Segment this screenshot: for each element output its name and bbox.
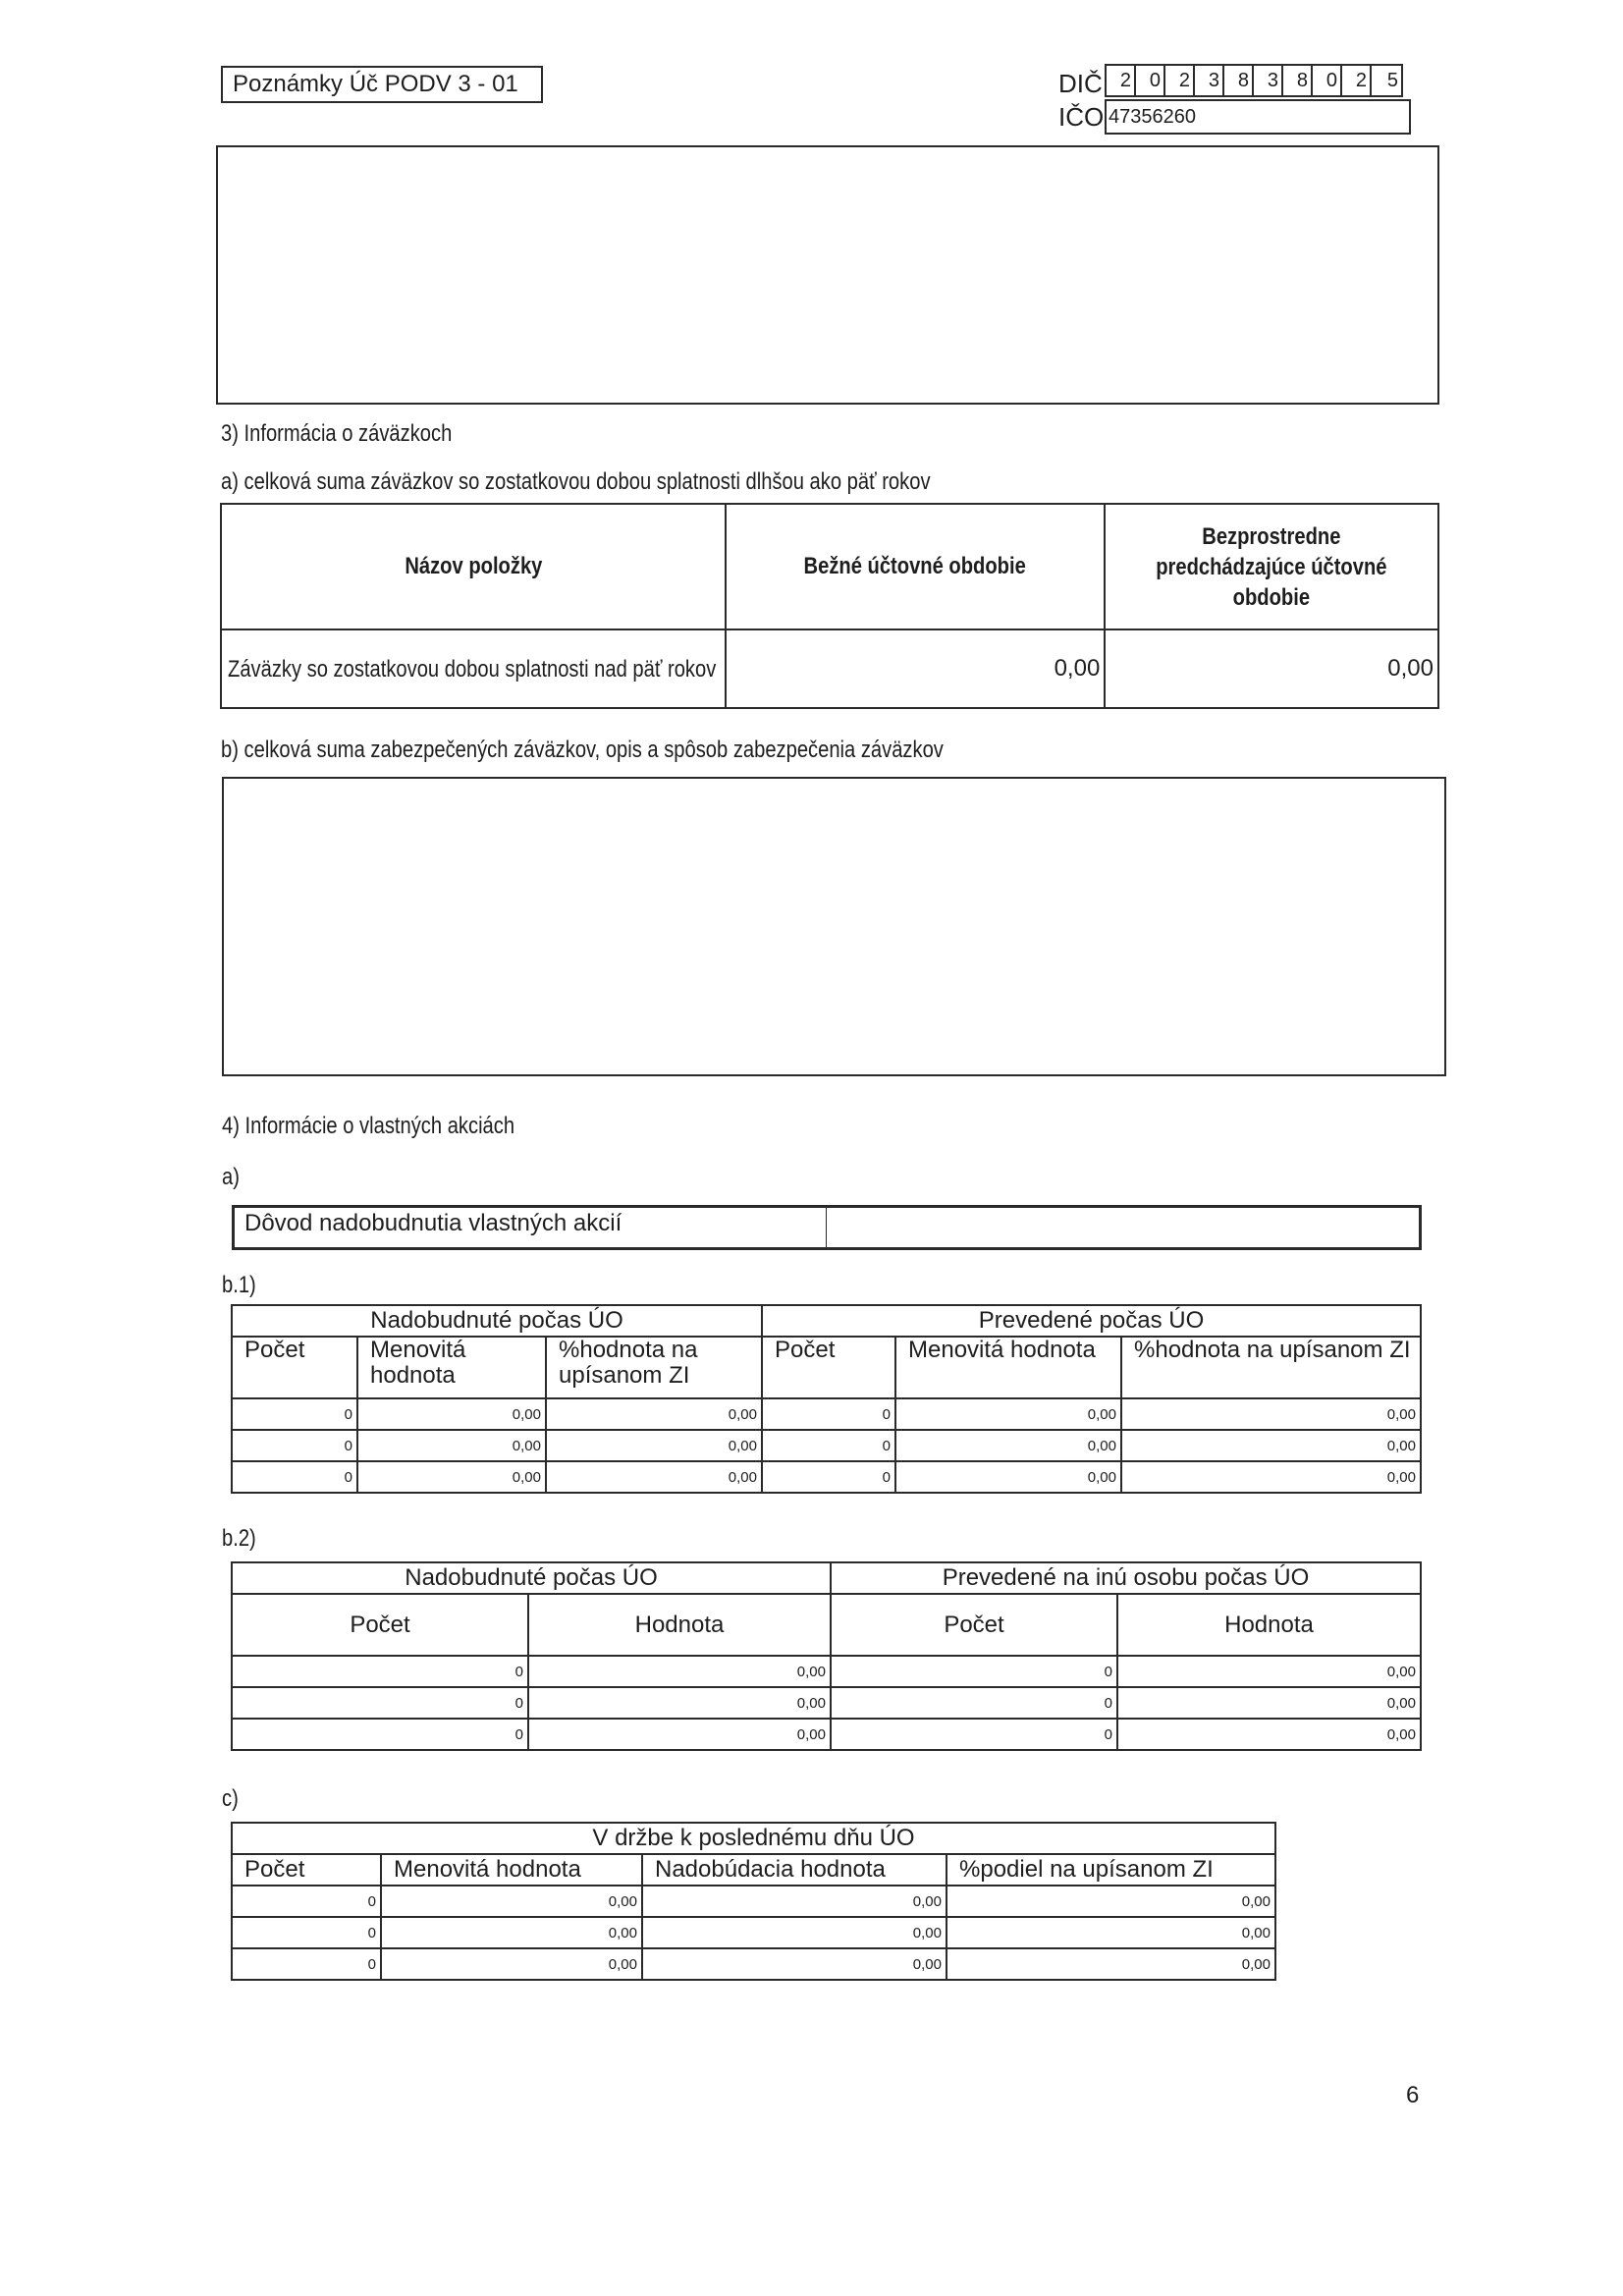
secured-liabilities-text-box bbox=[222, 777, 1446, 1076]
cell: 0 bbox=[762, 1398, 895, 1430]
dic-digit: 2 bbox=[1342, 66, 1372, 95]
table-row bbox=[232, 1430, 1421, 1461]
col-pct-share: %podiel na upísanom ZI bbox=[947, 1854, 1275, 1886]
cell: 0 bbox=[831, 1687, 1117, 1719]
form-id: Poznámky Úč PODV 3 - 01 bbox=[233, 71, 518, 97]
cell: 0,00 bbox=[546, 1461, 762, 1493]
dic-digit: 3 bbox=[1254, 66, 1283, 95]
dic-label: DIČ bbox=[1058, 69, 1103, 98]
dic-digit: 0 bbox=[1136, 66, 1165, 95]
cell: 0 bbox=[831, 1656, 1117, 1687]
col-count: Počet bbox=[232, 1854, 381, 1886]
group-header-acquired: Nadobudnuté počas ÚO bbox=[232, 1305, 762, 1337]
table-row bbox=[221, 629, 1438, 708]
group-header-transferred-other: Prevedené na inú osobu počas ÚO bbox=[831, 1562, 1421, 1594]
dic-digit: 0 bbox=[1313, 66, 1342, 95]
cell: 0 bbox=[232, 1687, 528, 1719]
cell: 0 bbox=[762, 1461, 895, 1493]
cell: 0 bbox=[232, 1886, 381, 1917]
col-count: Počet bbox=[762, 1337, 895, 1398]
section4-title: 4) Informácie o vlastných akciách bbox=[222, 1113, 515, 1139]
table-row bbox=[232, 1719, 1421, 1750]
cell: 0 bbox=[232, 1656, 528, 1687]
section4a-label: a) bbox=[222, 1164, 240, 1190]
treasury-shares-b2-table bbox=[231, 1561, 1422, 1751]
ico-label: IČO bbox=[1058, 102, 1105, 132]
cell: 0,00 bbox=[1117, 1656, 1421, 1687]
cell: 0,00 bbox=[528, 1719, 831, 1750]
cell: 0,00 bbox=[1121, 1461, 1421, 1493]
cell: 0,00 bbox=[895, 1430, 1121, 1461]
cell: 0,00 bbox=[895, 1398, 1121, 1430]
cell: 0,00 bbox=[381, 1886, 642, 1917]
dic-digit: 5 bbox=[1386, 70, 1398, 91]
cell: 0 bbox=[232, 1430, 357, 1461]
dic-digit: 2 bbox=[1107, 66, 1136, 95]
cell: 0,00 bbox=[528, 1656, 831, 1687]
col-header-previous: Bezprostredne predchádzajúce účtovné obdobie bbox=[1105, 504, 1438, 629]
cell: 0,00 bbox=[381, 1948, 642, 1980]
cell: 0,00 bbox=[947, 1917, 1275, 1948]
cell: 0,00 bbox=[1121, 1398, 1421, 1430]
cell: 0,00 bbox=[546, 1430, 762, 1461]
form-id-box bbox=[221, 66, 543, 103]
section4b2-label: b.2) bbox=[222, 1525, 256, 1552]
ico-field: 47356260 bbox=[1105, 99, 1411, 135]
cell: 0 bbox=[232, 1948, 381, 1980]
cell: 0 bbox=[232, 1461, 357, 1493]
cell: 0,00 bbox=[642, 1917, 947, 1948]
group-header-held: V držbe k poslednému dňu ÚO bbox=[232, 1823, 1275, 1854]
section4b1-label: b.1) bbox=[222, 1272, 256, 1298]
col-nominal: Menovitá hodnota bbox=[895, 1337, 1121, 1398]
acquisition-reason-table bbox=[232, 1205, 1422, 1250]
cell: 0,00 bbox=[947, 1948, 1275, 1980]
acquisition-reason-label: Dôvod nadobudnutia vlastných akcií bbox=[234, 1207, 827, 1249]
cell: 0 bbox=[232, 1398, 357, 1430]
section4c-label: c) bbox=[222, 1785, 239, 1812]
group-header-acquired: Nadobudnuté počas ÚO bbox=[232, 1562, 831, 1594]
cell: 0 bbox=[232, 1917, 381, 1948]
table-row bbox=[232, 1398, 1421, 1430]
table-row bbox=[232, 1687, 1421, 1719]
dic-field bbox=[1105, 64, 1403, 97]
table-row bbox=[232, 1886, 1275, 1917]
row-name: Záväzky so zostatkovou dobou splatnosti nad päť rokov bbox=[221, 629, 726, 708]
col-acquisition: Nadobúdacia hodnota bbox=[642, 1854, 947, 1886]
cell: 0,00 bbox=[357, 1461, 546, 1493]
col-pct: %hodnota na upísanom ZI bbox=[1121, 1337, 1421, 1398]
col-value: Hodnota bbox=[528, 1594, 831, 1656]
col-header-name: Názov položky bbox=[221, 504, 726, 629]
cell: 0,00 bbox=[528, 1687, 831, 1719]
col-nominal: Menovitá hodnota bbox=[357, 1337, 546, 1398]
acquisition-reason-value bbox=[827, 1207, 1421, 1249]
cell: 0,00 bbox=[357, 1430, 546, 1461]
row-current: 0,00 bbox=[726, 629, 1105, 708]
cell: 0 bbox=[232, 1719, 528, 1750]
treasury-shares-b1-table bbox=[231, 1304, 1422, 1494]
col-nominal: Menovitá hodnota bbox=[381, 1854, 642, 1886]
dic-digit: 2 bbox=[1165, 66, 1195, 95]
col-count: Počet bbox=[831, 1594, 1117, 1656]
cell: 0,00 bbox=[895, 1461, 1121, 1493]
cell: 0,00 bbox=[1117, 1687, 1421, 1719]
cell: 0,00 bbox=[357, 1398, 546, 1430]
table-row bbox=[232, 1917, 1275, 1948]
cell: 0 bbox=[831, 1719, 1117, 1750]
row-previous: 0,00 bbox=[1105, 629, 1438, 708]
col-header-current: Bežné účtovné obdobie bbox=[726, 504, 1105, 629]
cell: 0,00 bbox=[642, 1948, 947, 1980]
notes-text-box bbox=[216, 145, 1439, 405]
cell: 0,00 bbox=[1121, 1430, 1421, 1461]
cell: 0,00 bbox=[381, 1917, 642, 1948]
cell: 0,00 bbox=[642, 1886, 947, 1917]
cell: 0 bbox=[762, 1430, 895, 1461]
table-row bbox=[232, 1656, 1421, 1687]
cell: 0,00 bbox=[1117, 1719, 1421, 1750]
table-row bbox=[232, 1948, 1275, 1980]
dic-digit: 8 bbox=[1283, 66, 1313, 95]
long-term-liabilities-table bbox=[220, 503, 1439, 709]
table-row bbox=[232, 1461, 1421, 1493]
treasury-shares-held-table bbox=[231, 1822, 1276, 1981]
section3a-label: a) celková suma záväzkov so zostatkovou dobou splatnosti dlhšou ako päť rokov bbox=[221, 468, 931, 495]
page-number: 6 bbox=[1406, 2082, 1420, 2108]
col-count: Počet bbox=[232, 1594, 528, 1656]
col-value: Hodnota bbox=[1117, 1594, 1421, 1656]
section3b-label: b) celková suma zabezpečených záväzkov, opis a spôsob zabezpečenia záväzkov bbox=[221, 737, 944, 763]
dic-digit: 8 bbox=[1224, 66, 1254, 95]
group-header-transferred: Prevedené počas ÚO bbox=[762, 1305, 1421, 1337]
cell: 0,00 bbox=[546, 1398, 762, 1430]
col-count: Počet bbox=[232, 1337, 357, 1398]
cell: 0,00 bbox=[947, 1886, 1275, 1917]
col-pct: %hodnota na upísanom ZI bbox=[546, 1337, 762, 1398]
dic-digit: 3 bbox=[1195, 66, 1224, 95]
section3-title: 3) Informácia o záväzkoch bbox=[221, 420, 453, 447]
